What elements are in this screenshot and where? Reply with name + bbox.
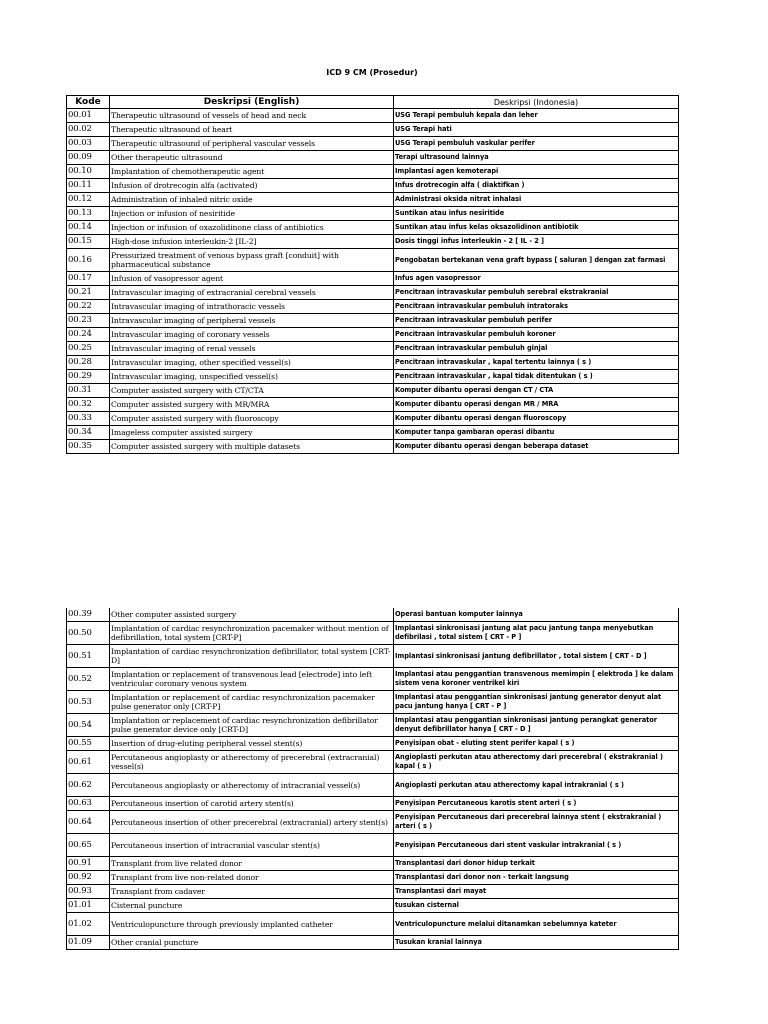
table-row [67, 751, 679, 774]
table-row [67, 179, 679, 193]
code-cell: 00.50 [67, 622, 110, 645]
code-cell: 01.02 [67, 913, 110, 936]
table-row [67, 370, 679, 384]
code-cell: 00.54 [67, 714, 110, 737]
english-description-cell: Computer assisted surgery with multiple datasets [110, 440, 394, 454]
english-description-cell: Implantation or replacement of cardiac resynchronization defibrillator pulse generator device only [CRT-D] [110, 714, 394, 737]
english-description-cell: Ventriculopuncture through previously implanted catheter [110, 913, 394, 936]
english-description-cell: Implantation of cardiac resynchronization pacemaker without mention of defibrillation, total system [CRT-P] [110, 622, 394, 645]
english-description-cell: Percutaneous insertion of other precerebral (extracranial) artery stent(s) [110, 811, 394, 834]
indonesian-description-cell: Penyisipan Percutaneous karotis stent arteri ( s ) [394, 797, 679, 811]
code-cell: 00.09 [67, 151, 110, 165]
code-cell: 01.01 [67, 899, 110, 913]
indonesian-description-cell: Implantasi agen kemoterapi [394, 165, 679, 179]
indonesian-description-cell: Angioplasti perkutan atau atherectomy kapal intrakranial ( s ) [394, 774, 679, 797]
code-cell: 00.01 [67, 109, 110, 123]
indonesian-description-cell: Administrasi oksida nitrat inhalasi [394, 193, 679, 207]
english-description-cell: Insertion of drug-eluting peripheral vessel stent(s) [110, 737, 394, 751]
indonesian-description-cell: Ventriculopuncture melalui ditanamkan sebelumnya kateter [394, 913, 679, 936]
table-row [67, 342, 679, 356]
english-description-cell: Pressurized treatment of venous bypass graft [conduit] with pharmaceutical substance [110, 249, 394, 272]
indonesian-description-cell: Pencitraan intravaskular pembuluh perifer [394, 314, 679, 328]
english-description-cell: Other cranial puncture [110, 936, 394, 950]
table-row [67, 913, 679, 936]
code-cell: 00.13 [67, 207, 110, 221]
english-description-cell: Cisternal puncture [110, 899, 394, 913]
indonesian-description-cell: Dosis tinggi infus interleukin - 2 [ IL - 2 ] [394, 235, 679, 249]
column-header-indonesian: Deskripsi (Indonesia) [394, 96, 679, 109]
english-description-cell: Transplant from cadaver [110, 885, 394, 899]
table-row [67, 151, 679, 165]
indonesian-description-cell: Komputer dibantu operasi dengan beberapa dataset [394, 440, 679, 454]
table-row [67, 314, 679, 328]
indonesian-description-cell: Implantasi sinkronisasi jantung defibrillator , total sistem [ CRT - D ] [394, 645, 679, 668]
english-description-cell: Intravascular imaging, unspecified vessel(s) [110, 370, 394, 384]
code-cell: 00.64 [67, 811, 110, 834]
table-row [67, 936, 679, 950]
document-title: ICD 9 CM (Prosedur) [326, 68, 418, 77]
icd-table-page-2 [66, 608, 679, 950]
indonesian-description-cell: Komputer dibantu operasi dengan fluoroscopy [394, 412, 679, 426]
code-cell: 00.17 [67, 272, 110, 286]
english-description-cell: Intravascular imaging of renal vessels [110, 342, 394, 356]
english-description-cell: Administration of inhaled nitric oxide [110, 193, 394, 207]
indonesian-description-cell: Tusukan kranial lainnya [394, 936, 679, 950]
english-description-cell: Implantation or replacement of transvenous lead [electrode] into left ventricular coronary venous system [110, 668, 394, 691]
english-description-cell: Implantation of cardiac resynchronization defibrillator, total system [CRT-D] [110, 645, 394, 668]
table-row [67, 249, 679, 272]
table-row [67, 412, 679, 426]
table-row [67, 834, 679, 857]
indonesian-description-cell: USG Terapi hati [394, 123, 679, 137]
english-description-cell: Percutaneous insertion of intracranial vascular stent(s) [110, 834, 394, 857]
code-cell: 00.12 [67, 193, 110, 207]
code-cell: 00.92 [67, 871, 110, 885]
indonesian-description-cell: Transplantasi dari donor non - terkait langsung [394, 871, 679, 885]
indonesian-description-cell: Pengobatan bertekanan vena graft bypass [ saluran ] dengan zat farmasi [394, 249, 679, 272]
indonesian-description-cell: USG Terapi pembuluh kepala dan leher [394, 109, 679, 123]
english-description-cell: Other computer assisted surgery [110, 608, 394, 622]
english-description-cell: Intravascular imaging, other specified vessel(s) [110, 356, 394, 370]
english-description-cell: Transplant from live related donor [110, 857, 394, 871]
indonesian-description-cell: Pencitraan intravaskular pembuluh ginjal [394, 342, 679, 356]
indonesian-description-cell: Suntikan atau infus kelas oksazolidinon antibiotik [394, 221, 679, 235]
code-cell: 00.33 [67, 412, 110, 426]
table-row [67, 109, 679, 123]
table-row [67, 691, 679, 714]
indonesian-description-cell: Komputer dibantu operasi dengan CT / CTA [394, 384, 679, 398]
table-row [67, 165, 679, 179]
english-description-cell: Imageless computer assisted surgery [110, 426, 394, 440]
table-row [67, 356, 679, 370]
indonesian-description-cell: Pencitraan intravaskular pembuluh serebral ekstrakranial [394, 286, 679, 300]
code-cell: 00.91 [67, 857, 110, 871]
english-description-cell: Computer assisted surgery with MR/MRA [110, 398, 394, 412]
indonesian-description-cell: Transplantasi dari donor hidup terkait [394, 857, 679, 871]
code-cell: 00.23 [67, 314, 110, 328]
code-cell: 00.24 [67, 328, 110, 342]
indonesian-description-cell: Pencitraan intravaskular pembuluh koroner [394, 328, 679, 342]
code-cell: 00.34 [67, 426, 110, 440]
code-cell: 00.15 [67, 235, 110, 249]
indonesian-description-cell: Terapi ultrasound lainnya [394, 151, 679, 165]
table-row [67, 774, 679, 797]
indonesian-description-cell: Pencitraan intravaskular , kapal tertentu lainnya ( s ) [394, 356, 679, 370]
code-cell: 00.65 [67, 834, 110, 857]
table-row [67, 328, 679, 342]
english-description-cell: Percutaneous insertion of carotid artery stent(s) [110, 797, 394, 811]
table-row [67, 871, 679, 885]
english-description-cell: Other therapeutic ultrasound [110, 151, 394, 165]
table-row [67, 137, 679, 151]
table-row [67, 811, 679, 834]
icd-table-page-1 [66, 95, 679, 454]
table-row [67, 300, 679, 314]
code-cell: 00.55 [67, 737, 110, 751]
indonesian-description-cell: Penyisipan Percutaneous dari precerebral lainnya stent ( ekstrakranial ) arteri ( s ) [394, 811, 679, 834]
table-row [67, 272, 679, 286]
table-row [67, 235, 679, 249]
column-header-kode: Kode [67, 96, 110, 109]
code-cell: 00.02 [67, 123, 110, 137]
english-description-cell: Intravascular imaging of peripheral vessels [110, 314, 394, 328]
english-description-cell: Transplant from live non-related donor [110, 871, 394, 885]
english-description-cell: Computer assisted surgery with CT/CTA [110, 384, 394, 398]
english-description-cell: Intravascular imaging of coronary vessels [110, 328, 394, 342]
indonesian-description-cell: Transplantasi dari mayat [394, 885, 679, 899]
code-cell: 00.62 [67, 774, 110, 797]
table-row [67, 737, 679, 751]
english-description-cell: Implantation of chemotherapeutic agent [110, 165, 394, 179]
table-row [67, 714, 679, 737]
code-cell: 00.10 [67, 165, 110, 179]
english-description-cell: Intravascular imaging of extracranial cerebral vessels [110, 286, 394, 300]
english-description-cell: Injection or infusion of nesiritide [110, 207, 394, 221]
code-cell: 00.28 [67, 356, 110, 370]
table-row [67, 286, 679, 300]
indonesian-description-cell: Implantasi atau penggantian transvenous memimpin [ elektroda ] ke dalam sistem vena koroner ventrikel kiri [394, 668, 679, 691]
table-row [67, 645, 679, 668]
code-cell: 00.53 [67, 691, 110, 714]
indonesian-description-cell: Angioplasti perkutan atau atherectomy dari precerebral ( ekstrakranial ) kapal ( s ) [394, 751, 679, 774]
code-cell: 00.39 [67, 608, 110, 622]
code-cell: 00.35 [67, 440, 110, 454]
indonesian-description-cell: Implantasi atau penggantian sinkronisasi jantung generator denyut alat pacu jantung hanya [ CRT - P ] [394, 691, 679, 714]
indonesian-description-cell: Implantasi sinkronisasi jantung alat pacu jantung tanpa menyebutkan defibrilasi , total sistem [ CRT - P ] [394, 622, 679, 645]
code-cell: 00.93 [67, 885, 110, 899]
english-description-cell: Therapeutic ultrasound of vessels of head and neck [110, 109, 394, 123]
indonesian-description-cell: Komputer tanpa gambaran operasi dibantu [394, 426, 679, 440]
indonesian-description-cell: Pencitraan intravaskular pembuluh intratoraks [394, 300, 679, 314]
english-description-cell: Injection or infusion of oxazolidinone class of antibiotics [110, 221, 394, 235]
table-row [67, 622, 679, 645]
table-row [67, 668, 679, 691]
indonesian-description-cell: tusukan cisternal [394, 899, 679, 913]
english-description-cell: Therapeutic ultrasound of heart [110, 123, 394, 137]
indonesian-description-cell: Operasi bantuan komputer lainnya [394, 608, 679, 622]
table-row [67, 207, 679, 221]
english-description-cell: High-dose infusion interleukin-2 [IL-2] [110, 235, 394, 249]
code-cell: 00.52 [67, 668, 110, 691]
english-description-cell: Infusion of drotrecogin alfa (activated) [110, 179, 394, 193]
english-description-cell: Therapeutic ultrasound of peripheral vascular vessels [110, 137, 394, 151]
table-row [67, 899, 679, 913]
column-header-english: Deskripsi (English) [110, 96, 394, 109]
table-row [67, 797, 679, 811]
indonesian-description-cell: Suntikan atau infus nesiritide [394, 207, 679, 221]
indonesian-description-cell: Infus agen vasopressor [394, 272, 679, 286]
code-cell: 00.51 [67, 645, 110, 668]
table-row [67, 123, 679, 137]
code-cell: 00.22 [67, 300, 110, 314]
indonesian-description-cell: Infus drotrecogin alfa ( diaktifkan ) [394, 179, 679, 193]
code-cell: 00.14 [67, 221, 110, 235]
code-cell: 00.03 [67, 137, 110, 151]
english-description-cell: Infusion of vasopressor agent [110, 272, 394, 286]
english-description-cell: Intravascular imaging of intrathoracic vessels [110, 300, 394, 314]
english-description-cell: Percutaneous angioplasty or atherectomy of precerebral (extracranial) vessel(s) [110, 751, 394, 774]
table-row [67, 398, 679, 412]
table-row [67, 608, 679, 622]
table-row [67, 384, 679, 398]
table-row [67, 193, 679, 207]
code-cell: 00.29 [67, 370, 110, 384]
code-cell: 00.11 [67, 179, 110, 193]
indonesian-description-cell: Implantasi atau penggantian sinkronisasi jantung perangkat generator denyut defibrillator hanya [ CRT - D ] [394, 714, 679, 737]
code-cell: 00.61 [67, 751, 110, 774]
indonesian-description-cell: Penyisipan obat - eluting stent perifer kapal ( s ) [394, 737, 679, 751]
english-description-cell: Computer assisted surgery with fluoroscopy [110, 412, 394, 426]
table-row [67, 857, 679, 871]
indonesian-description-cell: Komputer dibantu operasi dengan MR / MRA [394, 398, 679, 412]
english-description-cell: Percutaneous angioplasty or atherectomy of intracranial vessel(s) [110, 774, 394, 797]
indonesian-description-cell: USG Terapi pembuluh vaskular perifer [394, 137, 679, 151]
english-description-cell: Implantation or replacement of cardiac resynchronization pacemaker pulse generator only [CRT-P] [110, 691, 394, 714]
code-cell: 00.21 [67, 286, 110, 300]
table-row [67, 426, 679, 440]
code-cell: 00.32 [67, 398, 110, 412]
table-row [67, 440, 679, 454]
code-cell: 00.16 [67, 249, 110, 272]
indonesian-description-cell: Pencitraan intravaskular , kapal tidak ditentukan ( s ) [394, 370, 679, 384]
code-cell: 00.31 [67, 384, 110, 398]
table-row [67, 221, 679, 235]
table-row [67, 885, 679, 899]
indonesian-description-cell: Penyisipan Percutaneous dari stent vaskular intrakranial ( s ) [394, 834, 679, 857]
code-cell: 01.09 [67, 936, 110, 950]
code-cell: 00.25 [67, 342, 110, 356]
code-cell: 00.63 [67, 797, 110, 811]
